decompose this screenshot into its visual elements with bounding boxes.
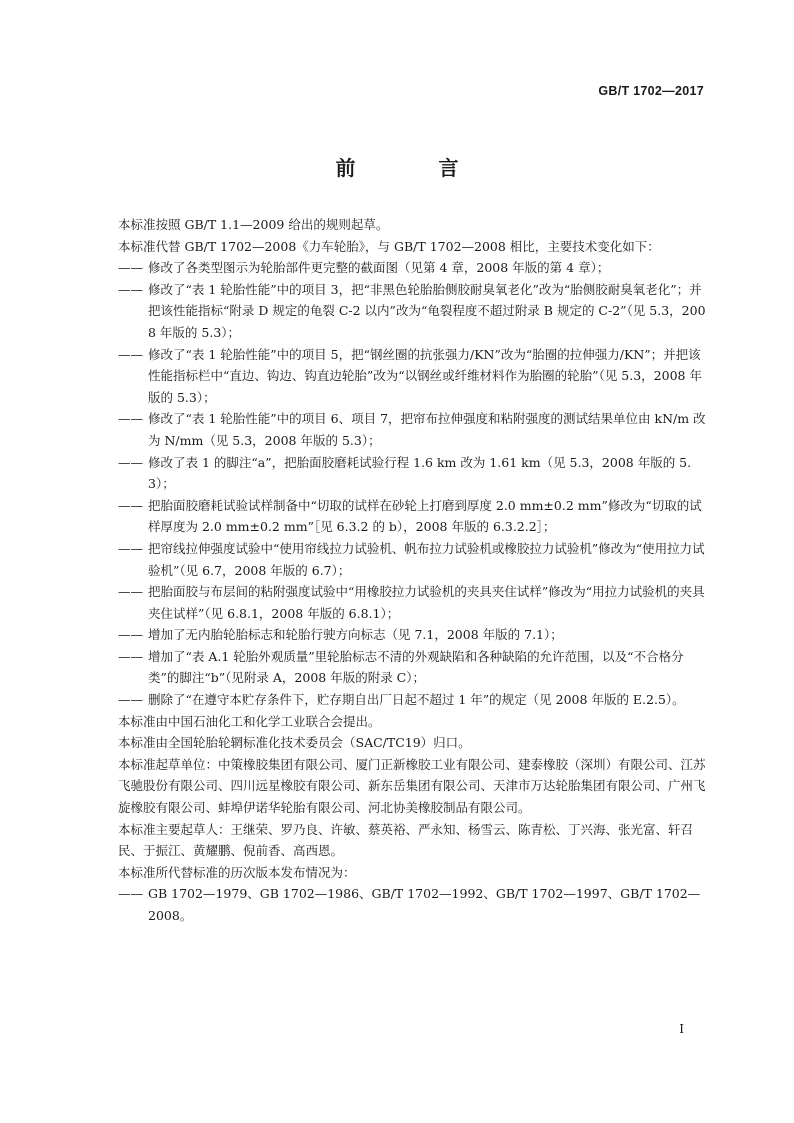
list-item	[118, 689, 706, 711]
standard-code: GB/T 1702—2017	[598, 84, 704, 98]
dash-marker: ——	[118, 454, 143, 470]
list-item-text: 把胎面胶与布层间的粘附强度试验中“用橡胶拉力试验机的夹具夹住试样”修改为“用拉力试验机的夹具夹住试样”（见 6.8.1，2008 年版的 6.8.1）；	[148, 584, 705, 621]
dash-marker: ——	[118, 540, 143, 556]
list-item-text: 把胎面胶磨耗试验试样制备中“切取的试样在砂轮上打磨到厚度 2.0 mm±0.2 mm”修改为“切取的试样厚度为 2.0 mm±0.2 mm”［见 6.3.2 的 b），2008 年版的 6.3.2.2］；	[148, 497, 702, 535]
list-item	[118, 538, 706, 581]
foreword-body	[118, 214, 706, 927]
paragraph: 本标准按照 GB/T 1.1—2009 给出的规则起草。	[118, 217, 389, 232]
paragraph: 本标准主要起草人：王继荣、罗乃良、许敏、蔡英裕、严永知、杨雪云、陈青松、丁兴海、张光富、轩召民、于振江、黄耀鹏、倪前香、高西恩。	[118, 821, 694, 859]
page-title: 前 言	[335, 156, 497, 180]
list-item	[118, 646, 706, 689]
dash-marker: ——	[118, 411, 143, 427]
list-item	[118, 581, 706, 624]
dash-marker: ——	[118, 627, 143, 643]
list-item-text: 修改了表 1 的脚注“a”，把胎面胶磨耗试验行程 1.6 km 改为 1.61 km（见 5.3，2008 年版的 5.3）；	[148, 454, 692, 492]
paragraph: 本标准由中国石油化工和化学工业联合会提出。	[118, 713, 381, 729]
dash-marker: ——	[118, 346, 143, 362]
paragraph: 本标准由全国轮胎轮辋标准化技术委员会（SAC/TC19）归口。	[118, 735, 471, 751]
list-item-text: 修改了“表 1 轮胎性能”中的项目 3，把“非黑色轮胎胎侧胶耐臭氧老化”改为“胎侧胶耐臭氧老化”；并把该性能指标“附录 D 规定的龟裂 C-2 以内”改为“龟裂程度不超过附录 B 规定的 C-2”（见 5.3，2008 年版的 5.3）；	[148, 281, 706, 340]
list-item-text: 把帘线拉伸强度试验中“使用帘线拉力试验机、帆布拉力试验机或橡胶拉力试验机”修改为“使用拉力试验机”（见 6.7，2008 年版的 6.7）；	[148, 540, 705, 578]
dash-marker: ——	[118, 497, 143, 513]
paragraph: 本标准起草单位：中策橡胶集团有限公司、厦门正新橡胶工业有限公司、建泰橡胶（深圳）有限公司、江苏飞驰股份有限公司、四川远星橡胶有限公司、新东岳集团有限公司、天津市万达轮胎集团有限公司、广州飞旋橡胶有限公司、蚌埠伊诺华轮胎有限公司、河北协美橡胶制品有限公司。	[118, 756, 706, 816]
page-number: I	[679, 1022, 684, 1036]
list-item	[118, 408, 706, 451]
list-item	[118, 452, 706, 495]
dash-marker: ——	[118, 648, 143, 664]
dash-marker: ——	[118, 692, 143, 708]
list-item	[118, 495, 706, 538]
list-item-text: 删除了“在遵守本贮存条件下，贮存期自出厂日起不超过 1 年”的规定（见 2008 年版的 E.2.5）。	[148, 692, 685, 708]
list-item	[118, 624, 706, 646]
list-item	[118, 344, 706, 409]
dash-marker: ——	[118, 584, 143, 600]
dash-marker: ——	[118, 260, 143, 276]
dash-marker: ——	[118, 281, 143, 297]
paragraph: 本标准代替 GB/T 1702—2008《力车轮胎》，与 GB/T 1702—2008 相比，主要技术变化如下：	[118, 238, 660, 254]
list-item-text: 增加了“表 A.1 轮胎外观质量”里轮胎标志不清的外观缺陷和各种缺陷的允许范围，以及“不合格分类”的脚注“b”（见附录 A，2008 年版的附录 C）；	[148, 648, 684, 686]
list-item-text: 修改了各类型图示为轮胎部件更完整的截面图（见第 4 章，2008 年版的第 4 章）；	[148, 260, 610, 276]
list-item	[118, 257, 706, 279]
list-item	[118, 883, 706, 926]
history-list: GB 1702—1979、GB 1702—1986、GB/T 1702—1992、GB/T 1702—1997、GB/T 1702—2008。	[148, 886, 701, 923]
list-item	[118, 279, 706, 344]
dash-marker: ——	[118, 886, 143, 902]
paragraph: 本标准所代替标准的历次版本发布情况为：	[118, 864, 356, 880]
list-item-text: 增加了无内胎轮胎标志和轮胎行驶方向标志（见 7.1，2008 年版的 7.1）；	[148, 627, 563, 643]
list-item-text: 修改了“表 1 轮胎性能”中的项目 5，把“钢丝圈的抗张强力/KN”改为“胎圈的拉伸强力/KN”；并把该性能指标栏中“直边、钩边、钩直边轮胎”改为“以钢丝或纤维材料作为胎圈的轮胎”（见 5.3，2008 年版的 5.3）；	[148, 346, 702, 405]
list-item-text: 修改了“表 1 轮胎性能”中的项目 6、项目 7，把帘布拉伸强度和粘附强度的测试结果单位由 kN/m 改为 N/mm（见 5.3，2008 年版的 5.3）；	[148, 411, 706, 448]
